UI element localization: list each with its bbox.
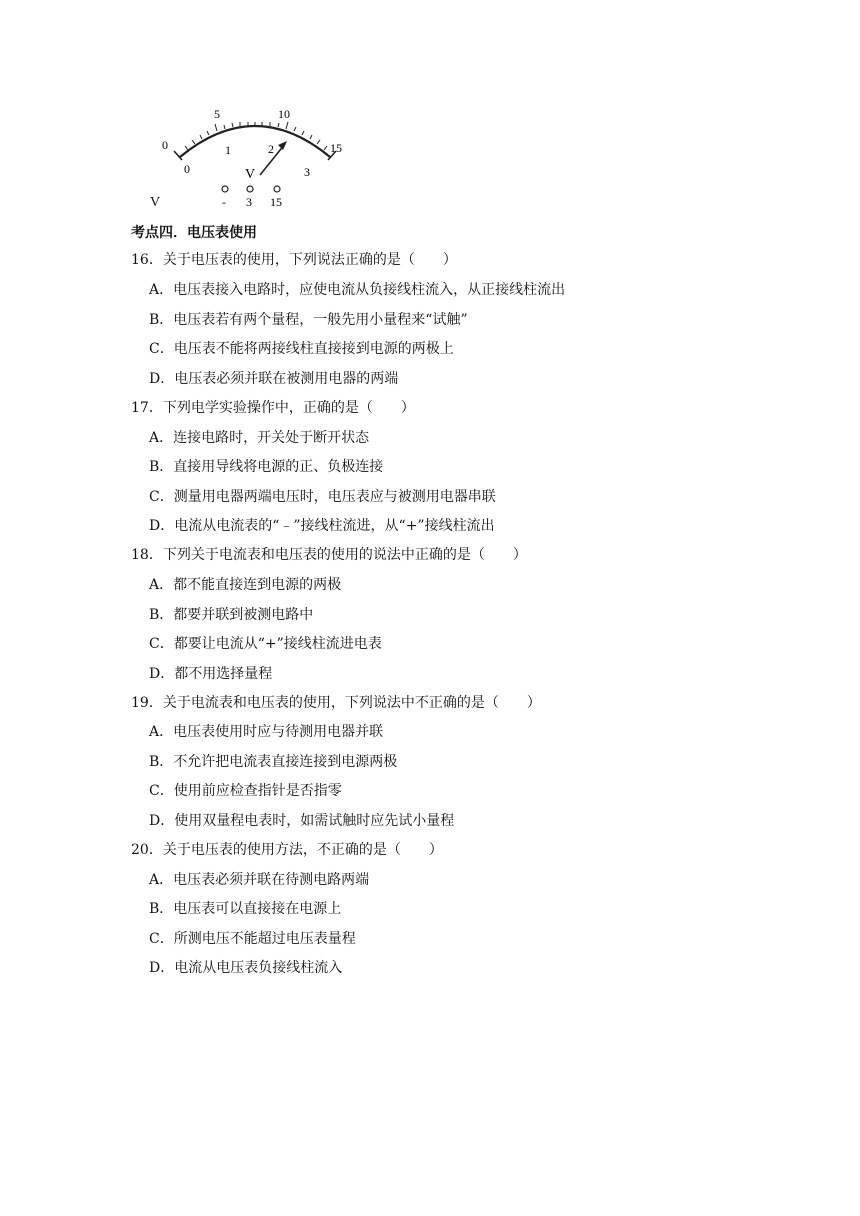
question-stem: 20．关于电压表的使用方法，不正确的是（ ） bbox=[131, 842, 443, 858]
terminal-label: 3 bbox=[246, 195, 252, 209]
question-option: D．电压表必须并联在被测用电器的两端 bbox=[149, 371, 399, 387]
inner-scale-label: 2 bbox=[268, 142, 274, 156]
terminal-15v bbox=[274, 186, 280, 192]
question-option: C．测量用电器两端电压时，电压表应与被测用电器串联 bbox=[149, 489, 496, 505]
terminal-label: 15 bbox=[270, 195, 282, 209]
question-option: A．都不能直接连到电源的两极 bbox=[149, 577, 342, 593]
question-option: C．使用前应检查指针是否指零 bbox=[149, 783, 342, 799]
inner-scale-label: 0 bbox=[184, 162, 190, 176]
question-option: B．都要并联到被测电路中 bbox=[149, 607, 314, 623]
dial-arc bbox=[180, 126, 330, 157]
question-stem: 19．关于电流表和电压表的使用，下列说法中不正确的是（ ） bbox=[131, 695, 541, 711]
section-title: 考点四．电压表使用 bbox=[131, 225, 257, 241]
question-option: A．电压表使用时应与待测用电器并联 bbox=[149, 724, 384, 740]
voltmeter-dial bbox=[150, 100, 360, 215]
question-stem: 17．下列电学实验操作中，正确的是（ ） bbox=[131, 400, 415, 416]
needle-arrowhead bbox=[278, 141, 287, 150]
voltmeter-figure bbox=[150, 100, 360, 215]
question-option: B．电压表可以直接接在电源上 bbox=[149, 901, 342, 917]
question-stem: 16．关于电压表的使用，下列说法正确的是（ ） bbox=[131, 252, 457, 268]
question-option: D．电流从电流表的“﹣”接线柱流进，从“+”接线柱流出 bbox=[149, 518, 495, 534]
question-option: B．不允许把电流表直接连接到电源两极 bbox=[149, 754, 398, 770]
inner-scale-label: 1 bbox=[225, 143, 231, 157]
outer-scale-label: 10 bbox=[278, 107, 290, 121]
question-option: C．所测电压不能超过电压表量程 bbox=[149, 931, 356, 947]
question-option: C．电压表不能将两接线柱直接接到电源的两极上 bbox=[149, 341, 454, 357]
question-option: A．连接电路时，开关处于断开状态 bbox=[149, 430, 370, 446]
question-option: A．电压表必须并联在待测电路两端 bbox=[149, 872, 370, 888]
question-option: A．电压表接入电路时，应使电流从负接线柱流入，从正接线柱流出 bbox=[149, 282, 566, 298]
question-option: B．电压表若有两个量程，一般先用小量程来“试触” bbox=[149, 312, 468, 328]
inner-scale-label: 3 bbox=[304, 165, 310, 179]
outer-scale-label: 15 bbox=[330, 141, 342, 155]
unit-symbol: V bbox=[245, 167, 256, 182]
outer-scale-label: 5 bbox=[214, 107, 220, 121]
terminal-3v bbox=[247, 186, 253, 192]
question-option: D．都不用选择量程 bbox=[149, 666, 273, 682]
question-option: B．直接用导线将电源的正、负极连接 bbox=[149, 459, 384, 475]
terminal-negative bbox=[222, 186, 228, 192]
question-stem: 18．下列关于电流表和电压表的使用的说法中正确的是（ ） bbox=[131, 547, 527, 563]
terminal-label: - bbox=[222, 195, 226, 209]
figure-caption: V bbox=[150, 195, 161, 210]
outer-scale-label: 0 bbox=[162, 138, 168, 152]
question-option: D．电流从电压表负接线柱流入 bbox=[149, 960, 343, 976]
question-option: C．都要让电流从“+”接线柱流进电表 bbox=[149, 636, 382, 652]
question-option: D．使用双量程电表时，如需试触时应先试小量程 bbox=[149, 813, 455, 829]
